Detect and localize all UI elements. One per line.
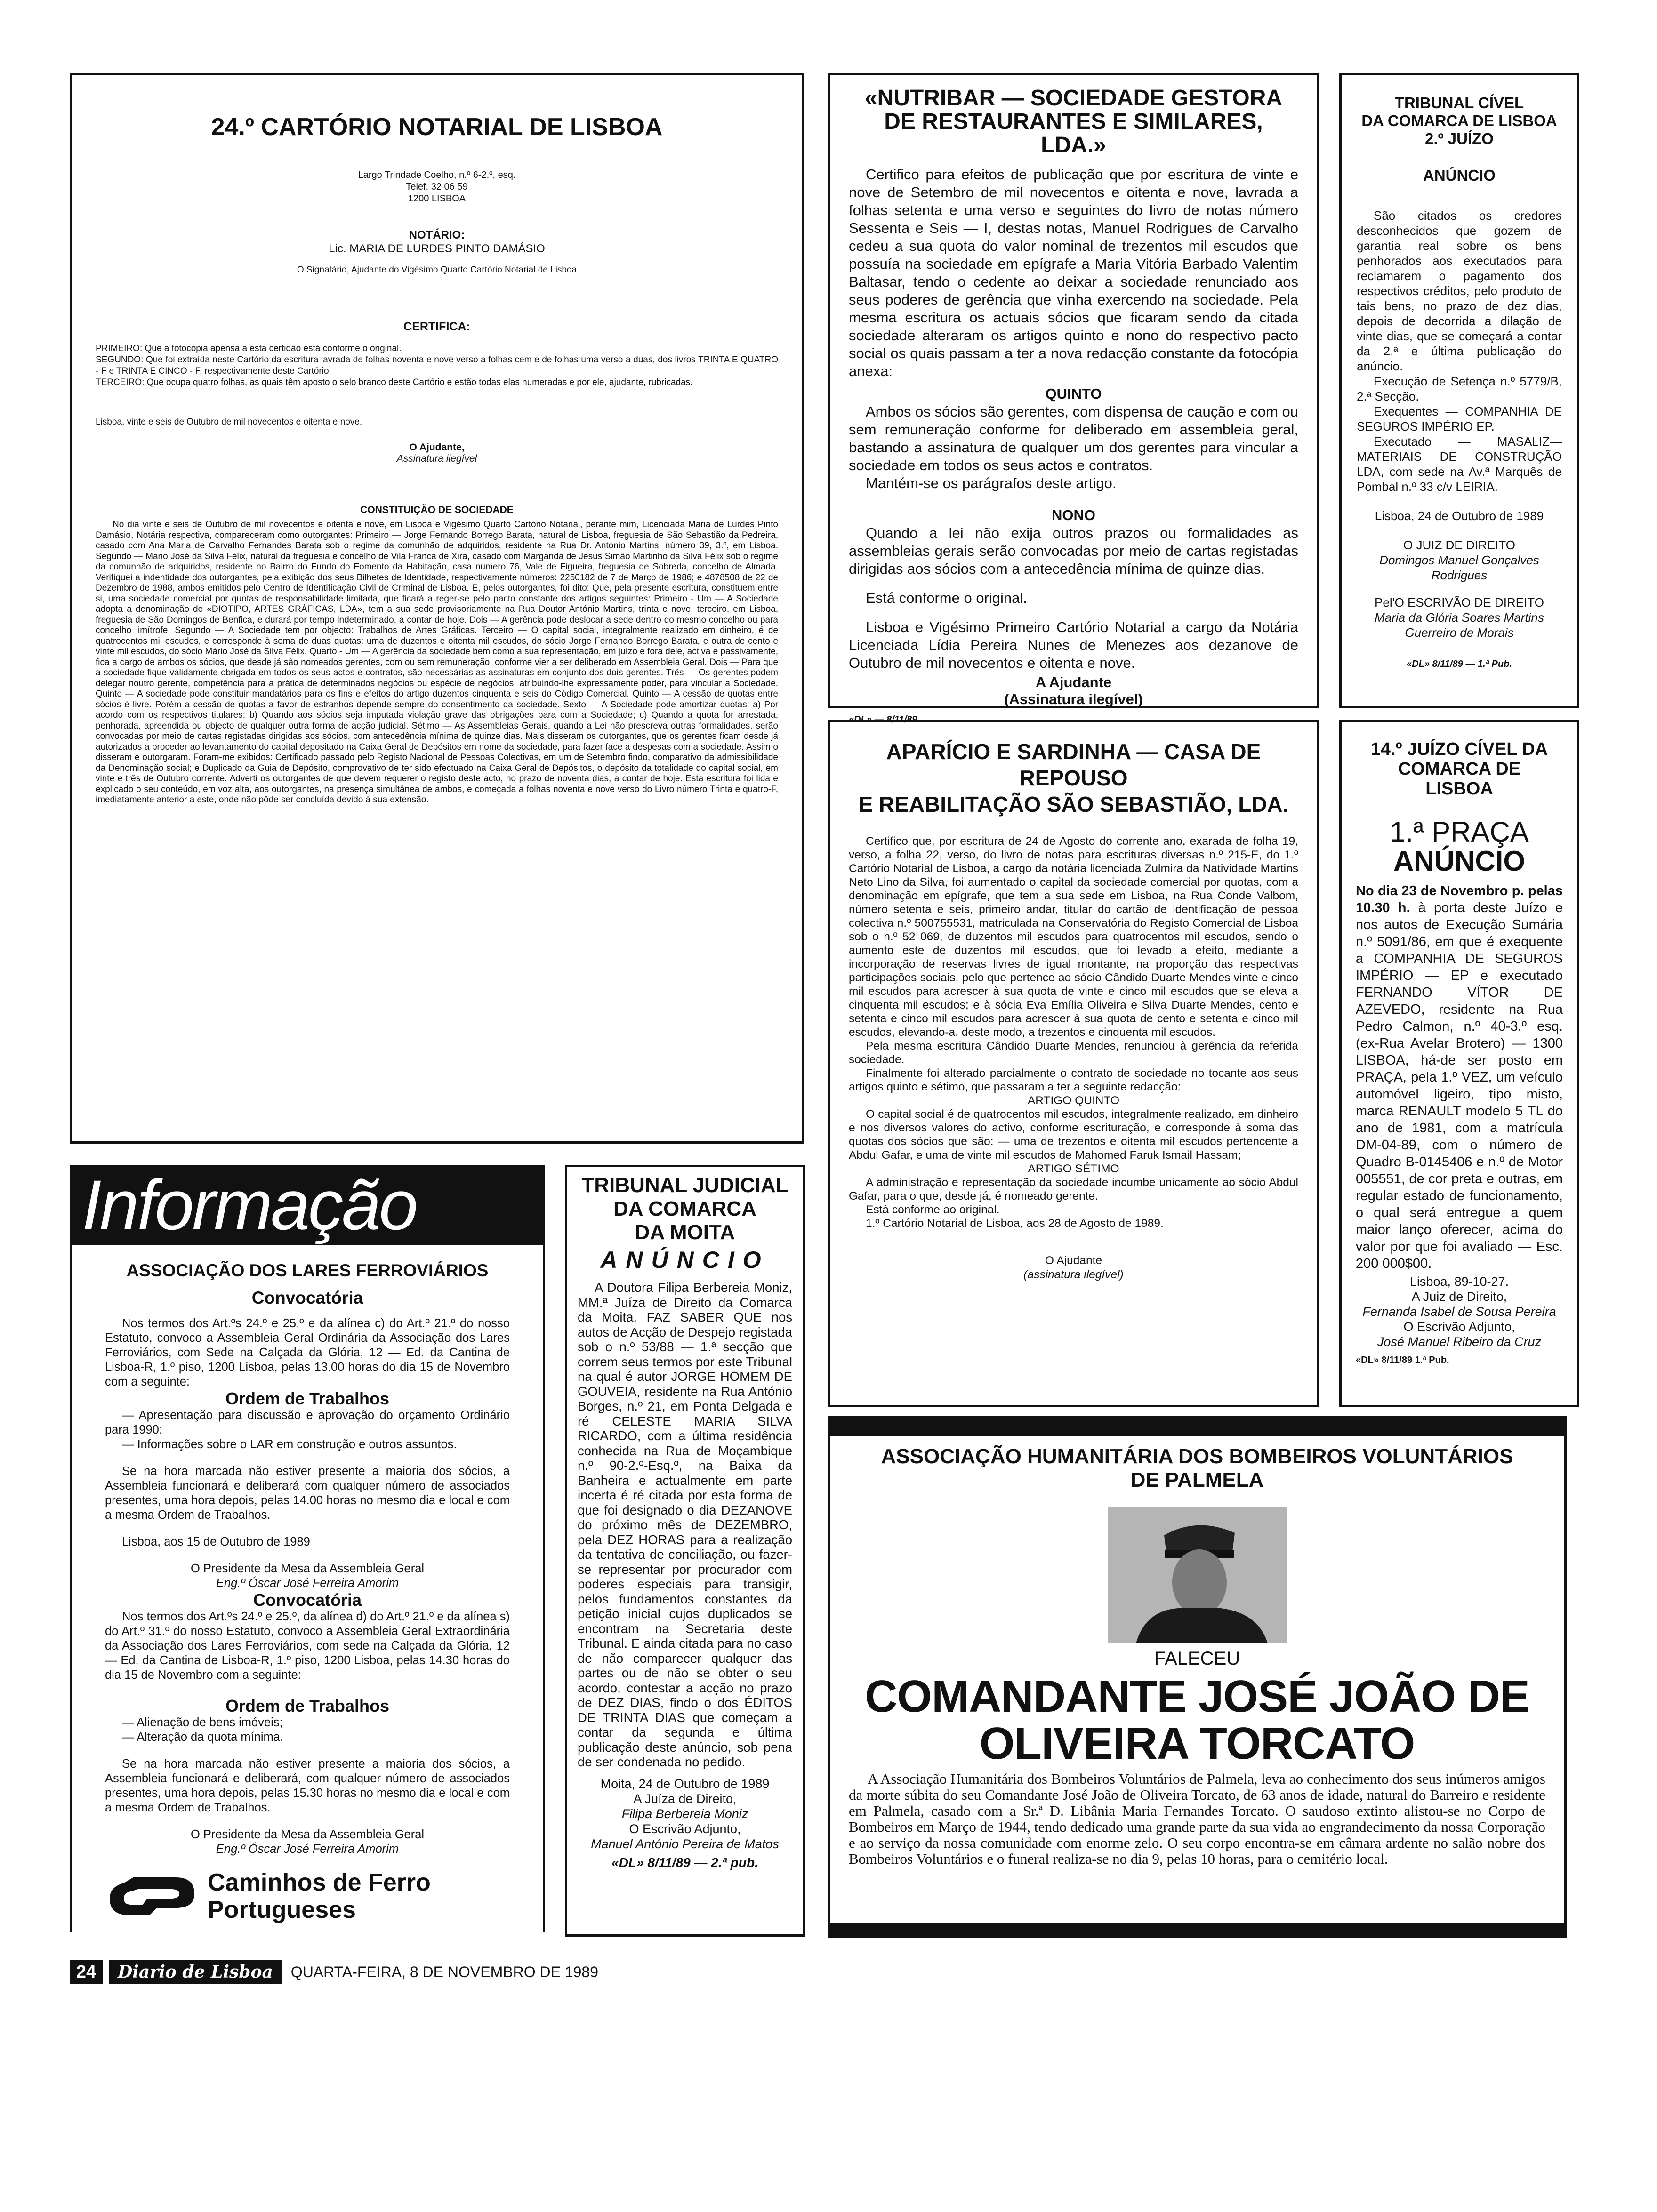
conv1-quorum: Se na hora marcada não estiver presente a maioria dos sócios, a Assembleia funcionará e deliberará com qualquer número de associados presentes, uma hora depois, pelas 14.00 horas no mesmo dia e local e com a mesma Ordem de Trabalhos. xyxy=(105,1465,510,1522)
j14-escrivao: O Escrivão Adjunto, xyxy=(1403,1320,1515,1334)
tc-tag: «DL» 8/11/89 — 1.ª Pub. xyxy=(1407,659,1512,669)
aparicio-quinto-text: O capital social é de quatrocentos mil escudos, integralmente realizado, em dinheiro e nos diversos valores do activo, conforme escrituração, e corresponde à soma das quotas dos sócios que são: — uma de trezentos e oitenta mil escudos pertencente a Abdul Gafar, e uma de vinte mil escudos de Mahomed Faruk Ismail Hassam; xyxy=(849,1108,1298,1162)
tc-body: São citados os credores desconhecidos que gozem de garantia real sobre os bens penhorados aos executados para reclamarem o pagamento dos respectivos créditos, pelo produto de tais bens, no prazo de dez dias, depois de decorrida a dilação de vinte dias, que se começará a contar da 2.ª e última publicação do anúncio. xyxy=(1357,208,1562,373)
j14-title-3: LISBOA xyxy=(1425,779,1493,799)
cert-ajudante: O Ajudante, xyxy=(409,442,465,453)
aparicio-renuncia: Pela mesma escritura Cândido Duarte Mendes, renunciou à gerência da referida sociedade. xyxy=(849,1040,1298,1066)
portrait-photo xyxy=(1108,1507,1287,1643)
notary-address: Largo Trindade Coelho, n.º 6-2.º, esq. xyxy=(358,170,516,180)
conv2-body: Nos termos dos Art.ºs 24.º e 25.º, da alínea d) do Art.º 21.º e da alínea s) do Art.º 31.º do nosso Estatuto, convoco a Assembleia Geral Extraordinária da Associação dos Lares Ferroviários, com sede na Calçada da Glória, 12 — Ed. da Cantina de Lisboa-R, 1.º piso, 1200 Lisboa, pelas 14.30 horas do dia 15 de Novembro com a seguinte: xyxy=(105,1610,510,1682)
bombeiros-notice xyxy=(828,1416,1567,1943)
tc-exequentes: Exequentes — COMPANHIA DE SEGUROS IMPÉRIO EP. xyxy=(1357,404,1562,433)
notary-phone: Telef. 32 06 59 xyxy=(406,182,468,192)
cert-primeiro: PRIMEIRO: Que a fotocópia apensa a esta certidão está conforme o original. xyxy=(96,344,402,353)
moita-body: A Doutora Filipa Berbereia Moniz, MM.ª Juíza de Direito da Comarca da Moita. FAZ SABER QUE nos autos de Acção de Despejo registada sob o n.º 53/88 — 1.ª secção que correm seus termos por este Tribunal na qual é autor JORGE HOMEM DE GOUVEIA, residente na Rua António Borges, n.º 21, em Ponta Delgada e ré CELESTE MARIA SILVA RICARDO, com a última residência conhecida na Rua de Moçambique n.º 90-2.º-Esq.º, na Baixa da Banheira e actualmente em parte incerta é ré citada por esta forma de que foi designado o dia DEZANOVE do próximo mês de DEZEMBRO, pela DEZ HORAS para a realização da tentativa de conciliação, ou fazer-se representar por procurador com poderes especiais para transigir, pelos fundamentos constantes da petição inicial cujos duplicados se encontram na Secretaria deste Tribunal. E ainda citada para no caso de não comparecer qualquer das partes ou de não se obter o seu acordo, contestar a acção no prazo de DEZ DIAS, findo o dos ÉDITOS DE TRINTA DIAS que começam a contar da segunda e última publicação deste anúncio, sob pena de ser condenada no pedido. xyxy=(578,1280,792,1769)
moita-date: Moita, 24 de Outubro de 1989 xyxy=(600,1776,770,1791)
conv-date: Lisboa, aos 15 de Outubro de 1989 xyxy=(122,1535,310,1548)
moita-tag: «DL» 8/11/89 — 2.ª pub. xyxy=(611,1855,758,1870)
pres-2: O Presidente da Mesa da Assembleia Geral xyxy=(190,1828,425,1841)
aparicio-setimo-text: A administração e representação da sociedade incumbe unicamente ao sócio Abdul Gafar, para o que, desde já, é nomeado gerente. xyxy=(849,1176,1298,1202)
tc-juiz-name: Domingos Manuel Gonçalves Rodrigues xyxy=(1379,553,1539,582)
aparicio-notice xyxy=(828,720,1319,1407)
aparicio-alteracao: Finalmente foi alterado parcialmente o contrato de sociedade no tocante aos seus artigos quinto e sétimo, que passaram a ter a seguinte redacção: xyxy=(849,1067,1298,1093)
nutribar-notice xyxy=(828,73,1319,725)
cp-logo-icon xyxy=(105,1868,199,1924)
nutribar-paragraphs: Mantém-se os parágrafos deste artigo. xyxy=(866,475,1117,491)
page-footer xyxy=(70,1958,776,1986)
aparicio-title-1: APARÍCIO E SARDINHA — CASA DE REPOUSO xyxy=(886,739,1261,790)
moita-escrivao-name: Manuel António Pereira de Matos xyxy=(591,1836,779,1851)
lares-title: ASSOCIAÇÃO DOS LARES FERROVIÁRIOS xyxy=(126,1261,489,1280)
tc-date: Lisboa, 24 de Outubro de 1989 xyxy=(1375,509,1544,523)
cert-terceiro: TERCEIRO: Que ocupa quatro folhas, as quais têm aposto o selo branco deste Cartório e estão todas elas numeradas e por ele, ajudante, rubricadas. xyxy=(96,377,693,387)
moita-title-3: DA MOITA xyxy=(635,1221,735,1244)
notario-name: Lic. MARIA DE LURDES PINTO DAMÁSIO xyxy=(329,242,545,255)
ordem-1-b: — Informações sobre o LAR em construção e outros assuntos. xyxy=(122,1438,457,1451)
j14-body: à porta deste Juízo e nos autos de Execução Sumária n.º 5091/86, em que é exequente a COMPANHIA DE SEGUROS IMPÉRIO — EP e executado FERNANDO VÍTOR DE AZEVEDO, residente na Rua Pedro Calmon, n.º 40-3.º esq. (ex-Rua Avelar Brotero) — 1300 LISBOA, há-de ser posto em PRAÇA, pela 1.º VEZ, um veículo automóvel ligeiro, tipo misto, marca RENAULT modelo 5 TL do ano de 1981, com a matrícula DM-04-89, com o número de Quadro B-0145406 e n.º de Motor 005551, de cor preta e outras, em regular estado de funcionamento, o qual será entregue a quem maior lanço oferecer, acima do valor por que foi avaliado — Esc. 200 000$00. xyxy=(1356,900,1563,1271)
tc-anuncio: ANÚNCIO xyxy=(1423,167,1496,184)
cert-signature: Assinatura ilegível xyxy=(396,453,477,464)
moita-juiza-name: Filipa Berbereia Moniz xyxy=(621,1806,748,1821)
nutribar-body: Certifico para efeitos de publicação que por escritura de vinte e nove de Setembro de mil novecentos e oitenta e nove, lavrada a folhas setenta e uma verso e seguintes do livro de notas número Sessenta e Seis — I, destas notas, Manuel Rodrigues de Carvalho cedeu a sua quota do valor nominal de trezentos mil escudos que possuía na sociedade em epígrafe a Maria Vitória Barbado Valentim Baltasar, tendo o cedente ao deixar a sociedade renunciado aos seus poderes de gerência que vinha exercendo na sociedade. Pela mesma escritura os actuais sócios que ficaram sendo da citada sociedade alteraram os artigos quinto e nono do respectivo pacto social os quais passam a ter a nova redacção constante da fotocópia anexa: xyxy=(849,166,1298,379)
j14-tag: «DL» 8/11/89 1.ª Pub. xyxy=(1356,1355,1449,1365)
j14-place-date: Lisboa, 89-10-27. xyxy=(1409,1274,1509,1289)
convocatoria-1: Convocatória xyxy=(251,1288,363,1307)
nutribar-title: «NUTRIBAR — SOCIEDADE GESTORA DE RESTAURANTES E SIMILARES, LDA.» xyxy=(864,86,1283,158)
tc-title-1: TRIBUNAL CÍVEL xyxy=(1394,94,1524,112)
faleceu-label: FALECEU xyxy=(1154,1648,1240,1669)
cert-segundo: SEGUNDO: Que foi extraída neste Cartório da escritura lavrada de folhas noventa e nove verso a folhas cem e de folhas uma verso a duas, dos livros TRINTA E QUATRO - F e TRINTA E CINCO - F, respectivamente deste Cartório. xyxy=(96,355,778,376)
bombeiros-title-2: DE PALMELA xyxy=(1130,1468,1264,1491)
tc-juiz: O JUIZ DE DIREITO xyxy=(1403,538,1515,552)
cp-name-1: Caminhos de Ferro xyxy=(208,1869,431,1896)
juizo14-notice xyxy=(1339,720,1579,1407)
tribunal-civel-notice xyxy=(1339,73,1579,708)
j14-juiza: A Juiz de Direito, xyxy=(1411,1290,1507,1304)
j14-juiza-name: Fernanda Isabel de Sousa Pereira xyxy=(1362,1305,1556,1319)
pres-1: O Presidente da Mesa da Assembleia Geral xyxy=(190,1562,425,1575)
tc-title-2: DA COMARCA DE LISBOA xyxy=(1361,112,1557,129)
comandante-name-2: OLIVEIRA TORCATO xyxy=(979,1718,1415,1769)
tc-escrivao: Pel'O ESCRIVÃO DE DIREITO xyxy=(1375,595,1544,609)
aparicio-title-2: E REABILITAÇÃO SÃO SEBASTIÃO, LDA. xyxy=(858,792,1289,817)
tc-title-3: 2.º JUÍZO xyxy=(1425,130,1494,147)
informacao-banner-text: Informação xyxy=(82,1165,417,1244)
informacao-section xyxy=(70,1165,545,1937)
ordem-2-a: — Alienação de bens imóveis; xyxy=(122,1716,283,1729)
nutribar-conforme: Está conforme o original. xyxy=(866,590,1027,606)
moita-notice xyxy=(565,1165,805,1937)
j14-date-bold: No dia 23 de Novembro p. pelas 10.30 h. xyxy=(1356,883,1563,915)
page-number: 24 xyxy=(70,1960,103,1984)
comandante-name-1: COMANDANTE JOSÉ JOÃO DE xyxy=(865,1671,1529,1722)
tc-escrivao-name: Maria da Glória Soares Martins Guerreiro de Morais xyxy=(1375,610,1544,640)
conv1-body: Nos termos dos Art.ºs 24.º e 25.º e da alínea c) do Art.º 21.º do nosso Estatuto, convoco a Assembleia Geral Ordinária da Associação dos Lares Ferroviários, com Sede na Calçada da Glória, 12 — Ed. da Cantina de Lisboa-R, 1.º piso, 1200 Lisboa, pelas 13.00 horas do dia 15 de Novembro com a seguinte: xyxy=(105,1317,510,1388)
aparicio-place: 1.º Cartório Notarial de Lisboa, aos 28 de Agosto de 1989. xyxy=(866,1217,1164,1230)
notario-label: NOTÁRIO: xyxy=(409,229,465,241)
cert-place-date: Lisboa, vinte e seis de Outubro de mil novecentos e oitenta e nove. xyxy=(96,417,362,427)
notary-notice xyxy=(70,73,804,1144)
portrait-figure xyxy=(1108,1507,1287,1643)
convocatoria-2: Convocatória xyxy=(253,1590,362,1610)
nutribar-place: Lisboa e Vigésimo Primeiro Cartório Notarial a cargo da Notária Licenciada Lídia Pereira Nunes de Menezes aos dezanove de Outubro de mil novecentos e oitenta e nove. xyxy=(849,619,1298,671)
moita-escrivao: O Escrivão Adjunto, xyxy=(629,1821,741,1836)
nutribar-nono-text: Quando a lei não exija outros prazos ou formalidades as assembleias gerais serão convocadas por meio de cartas registadas dirigidas aos sócios com a antecedência mínima de quinze dias. xyxy=(849,525,1298,577)
tc-execucao: Execução de Setença n.º 5779/B, 2.ª Secção. xyxy=(1357,374,1562,403)
notary-title: 24.º CARTÓRIO NOTARIAL DE LISBOA xyxy=(211,113,663,141)
nutribar-ajudante: A Ajudante xyxy=(1035,674,1112,690)
cp-name-2: Portugueses xyxy=(208,1896,356,1923)
aparicio-signature: (assinatura ilegível) xyxy=(1023,1268,1124,1281)
aparicio-ajudante: O Ajudante xyxy=(1045,1254,1102,1267)
aparicio-body: Certifico que, por escritura de 24 de Agosto do corrente ano, exarada de folha 19, verso, a folha 22, verso, do livro de notas para escrituras diversas n.º 215-E, do 1.º Cartório Notarial de Lisboa, a cargo da notária licenciada Zulmira da Natividade Martins Neto Lino da Silva, foi aumentado o capital da sociedade comercial por quotas, com a denominação em epígrafe, que tem a sua sede em Lisboa, na Rua Conde Valbom, número setenta e seis, primeiro andar, titular do cartão de identificação de pessoa colectiva n.º 500755531, matriculada na Conservatória do Registo Comercial de Lisboa sob o n.º 52 069, de duzentos mil escudos para quatrocentos mil escudos, sendo o aumento este de duzentos mil escudos, que foi levado a efeito, mediante a incorporação de reservas livres de igual montante, na proporção das respectivas participações sociais, pelo que pertence ao sócio Cândido Duarte Mendes vinte e cinco mil escudos para acrescer à sua quota de vinte e cinco mil escudos que se eleva a cinquenta mil escudos; e à sócia Eva Emília Oliveira e Silva Duarte Mendes, cento e setenta e cinco mil escudos para acrescer à sua quota de cento e setenta e cinco mil escudos, elevando-a, deste modo, a trezentos e cinquenta mil escudos. xyxy=(849,835,1298,1039)
moita-juiza: A Juíza de Direito, xyxy=(633,1791,737,1806)
constituicao-body: No dia vinte e seis de Outubro de mil novecentos e oitenta e nove, em Lisboa e Vigésimo Quarto Cartório Notarial, perante mim, Licenciada Maria de Lurdes Pinto Damásio, Notária respectiva, compareceram como outorgantes: Primeiro — Jorge Fernando Borrego Barata, natural de Lisboa, freguesia de São Sebastião da Pedreira, casado com Ana Maria de Carvalho Fernandes Barata sob o regime da comunhão de adquiridos, residente na Rua Dr. António Martins, número 39, 3.º, em Lisboa. Segundo — Mário José da Silva Félix, natural da freguesia e concelho de Vila Franca de Xira, casado com Margarida de Jesus Simão Martinho da Silva Félix sob o regime da comunhão de adquiridos, residente no Bairro do Fundo do Fomento da Habitação, casa número 76, Vale de Figueira, freguesia de Sobreda, concelho de Almada. Verifiquei a indentidade dos outorgantes, pela exibição dos seus Bilhetes de Identidade, respectivamente números: 2250182 de 7 de Março de 1986; e 4878508 de 22 de Dezembro de 1988, ambos emitidos pelo Centro de Identificação Civil de Criminal de Lisboa. E, pelos outorgantes, foi dito: Que, pela presente escritura, constituem entre si, uma sociedade comercial por quotas de responsabilidade limitada, que ficará a reger-se pelo pacto constante dos artigos seguintes: Primeiro - Um — A Sociedade adopta a denominação de «DIOTIPO, ARTES GRÁFICAS, LDA», tem a sua sede provisoriamente na Rua Doutor António Martins, trinta e nove, terceiro, em Lisboa, freguesia de São Domingos de Benfica, e durará por tempo indeterminado, a contar de hoje. Dois — A gerência pode deslocar a sede dentro do mesmo concelho ou para concelho limítrofe. Segundo — A Sociedade tem por objecto: Trabalhos de Artes Gráficas. Terceiro — O capital social, integralmente realizado em dinheiro, é de quatrocentos mil escudos, e corresponde à soma de duas quotas: uma de duzentos e oitenta mil escudos, do sócio Jorge Fernando Borrego Barata, e outra de cento e vinte mil escudos, do sócio Mário José da Silva Félix. Quarto - Um — A gerência da sociedade bem como a sua representação, em juízo e fora dele, activa e passivamente, fica a cargo de ambos os sócios, que desde já são nomeados gerentes, com ou sem remuneração, conforme vier a ser deliberado em Assembleia Geral. Dois — Para que a sociedade fique validamente obrigada em todos os seus actos e contratos, são necessárias as assinaturas em conjunto dos dois gerentes. Três — Os gerentes podem delegar noutro gerente, competência para a prática de determinados negócios ou espécie de negócios, atribuindo-lhe expressamente poder, para vincular a Sociedade. Quinto — A sociedade pode constituir mandatários para os fins e efeitos do artigo duzentos cinquenta e seis do Código Comercial. Quinto — A cessão de quotas entre sócios é livre. Porém a cessão de quotas a favor de estranhos depende sempre do consentimento da sociedade. Sexto — A Sociedade pode amortizar quotas: a) Por acordo com os respectivos titulares; b) Quando aos sócios seja imputada violação grave das obrigações para com a Sociedade; c) Quando a quota for arrestada, penhorada, apreendida ou objecto de qualquer outra forma de acção judicial. Sétimo — As Assembleias Gerais, quando a Lei não prescreva outras formalidades, serão convocadas por meio de cartas registadas dirigidas aos sócios, com antecedência mínima de quinze dias. Mais disseram os outorgantes, que os gerentes ficam desde já autorizados a proceder ao levantamento do capital depositado na Caixa Geral de Depósitos em nome da sociedade, para fazer face a despesas com a sociedade. Assim o disseram e outorgaram. Foram-me exibidos: Certificado passado pelo Registo Nacional de Pessoas Colectivas, em um de Setembro findo, comparativo da admissibilidade da Denominação social; e Duplicado da Guia de Depósito, comprovativo de ter sido efectuado na Caixa Geral de Depósitos, o depósito da totalidade do capital social, em vinte e três de Outubro corrente. Adverti os outorgantes de que devem requerer o registo deste acto, no prazo de noventa dias, a contar de hoje. Esta escritura foi lida e explicado o seu conteúdo, em voz alta, aos outorgantes, na presença simultânea de ambos, e começada a folhas noventa e nove verso do Livro número Trinta e quatro-F, imediatamente anterior a este, onde não pôde ser concluída devido à sua extensão. xyxy=(96,520,778,805)
j14-anuncio: ANÚNCIO xyxy=(1393,845,1525,877)
informacao-banner xyxy=(70,1165,545,1245)
nutribar-nono: NONO xyxy=(1052,507,1095,523)
nutribar-quinto: QUINTO xyxy=(1045,385,1102,402)
eng-2: Eng.º Óscar José Ferreira Amorim xyxy=(216,1843,399,1856)
j14-title-2: COMARCA DE xyxy=(1398,759,1521,779)
conv2-quorum: Se na hora marcada não estiver presente a maioria dos sócios, a Assembleia funcionará e deliberará, com qualquer número de associados presentes, uma hora depois, pelas 15.30 horas no mesmo dia e local e com a mesma Ordem de Trabalhos. xyxy=(105,1757,510,1814)
bombeiros-body: A Associação Humanitária dos Bombeiros Voluntários de Palmela, leva ao conhecimento dos seus inúmeros amigos da morte súbita do seu Comandante José João de Oliveira Torcato, de 63 anos de idade, natural do Barreiro e residente em Palmela, casado com a Sr.ª D. Libânia Maria Fernandes Torcato. O saudoso extinto alistou-se no Corpo de Bombeiros em Março de 1944, tendo dedicado uma grande parte da sua vida ao engrandecimento da nossa Corporação e ao serviço da nossa comunidade com enorme zelo. O seu corpo encontra-se em câmara ardente no salão nobre dos Bombeiros Voluntários e o funeral realiza-se no dia 9, pelas 10 horas, para o cemitério local. xyxy=(849,1771,1545,1867)
aparicio-conforme: Está conforme ao original. xyxy=(866,1203,1000,1216)
issue-date: QUARTA-FEIRA, 8 DE NOVEMBRO DE 1989 xyxy=(290,1963,598,1980)
cp-logo xyxy=(105,1868,510,1924)
ordem-1: Ordem de Trabalhos xyxy=(225,1389,390,1408)
nutribar-quinto-text: Ambos os sócios são gerentes, com dispensa de caução e com ou sem remuneração conforme for deliberado em assembleia geral, bastando a assinatura de qualquer um dos gerentes para vincular a sociedade em todos os seus actos e contratos. xyxy=(849,403,1298,473)
aparicio-artigo-setimo: ARTIGO SÉTIMO xyxy=(1028,1162,1119,1175)
signatory-line: O Signatário, Ajudante do Vigésimo Quarto Cartório Notarial de Lisboa xyxy=(297,265,577,275)
eng-1: Eng.º Óscar José Ferreira Amorim xyxy=(216,1577,399,1590)
certifica-heading: CERTIFICA: xyxy=(403,320,470,333)
notary-city: 1200 LISBOA xyxy=(408,193,466,204)
tc-executado: Executado — MASALIZ—MATERIAIS DE CONSTRUÇÃO LDA, com sede na Av.ª Marquês de Pombal n.º 33 c/v LEIRIA. xyxy=(1357,434,1562,494)
j14-title-1: 14.º JUÍZO CÍVEL DA xyxy=(1370,739,1548,759)
bombeiros-title-1: ASSOCIAÇÃO HUMANITÁRIA DOS BOMBEIROS VOLUNTÁRIOS xyxy=(881,1445,1513,1468)
moita-title-2: DA COMARCA xyxy=(613,1197,756,1220)
constituicao-heading: CONSTITUIÇÃO DE SOCIEDADE xyxy=(360,505,514,515)
nutribar-tag: «DL» — 8/11/89 xyxy=(849,714,917,725)
j14-praca: 1.ª PRAÇA xyxy=(1390,816,1529,848)
moita-anuncio: ANÚNCIO xyxy=(600,1247,770,1273)
aparicio-artigo-quinto: ARTIGO QUINTO xyxy=(1027,1094,1120,1107)
newspaper-masthead: Diario de Lisboa xyxy=(109,1960,282,1984)
ordem-2-b: — Alteração da quota mínima. xyxy=(122,1731,284,1744)
nutribar-signature: (Assinatura ilegível) xyxy=(1004,691,1143,707)
ordem-1-a: — Apresentação para discussão e aprovação do orçamento Ordinário para 1990; xyxy=(105,1409,510,1436)
ordem-2: Ordem de Trabalhos xyxy=(225,1696,390,1715)
j14-escrivao-name: José Manuel Ribeiro da Cruz xyxy=(1377,1335,1542,1349)
moita-title-1: TRIBUNAL JUDICIAL xyxy=(581,1174,788,1197)
